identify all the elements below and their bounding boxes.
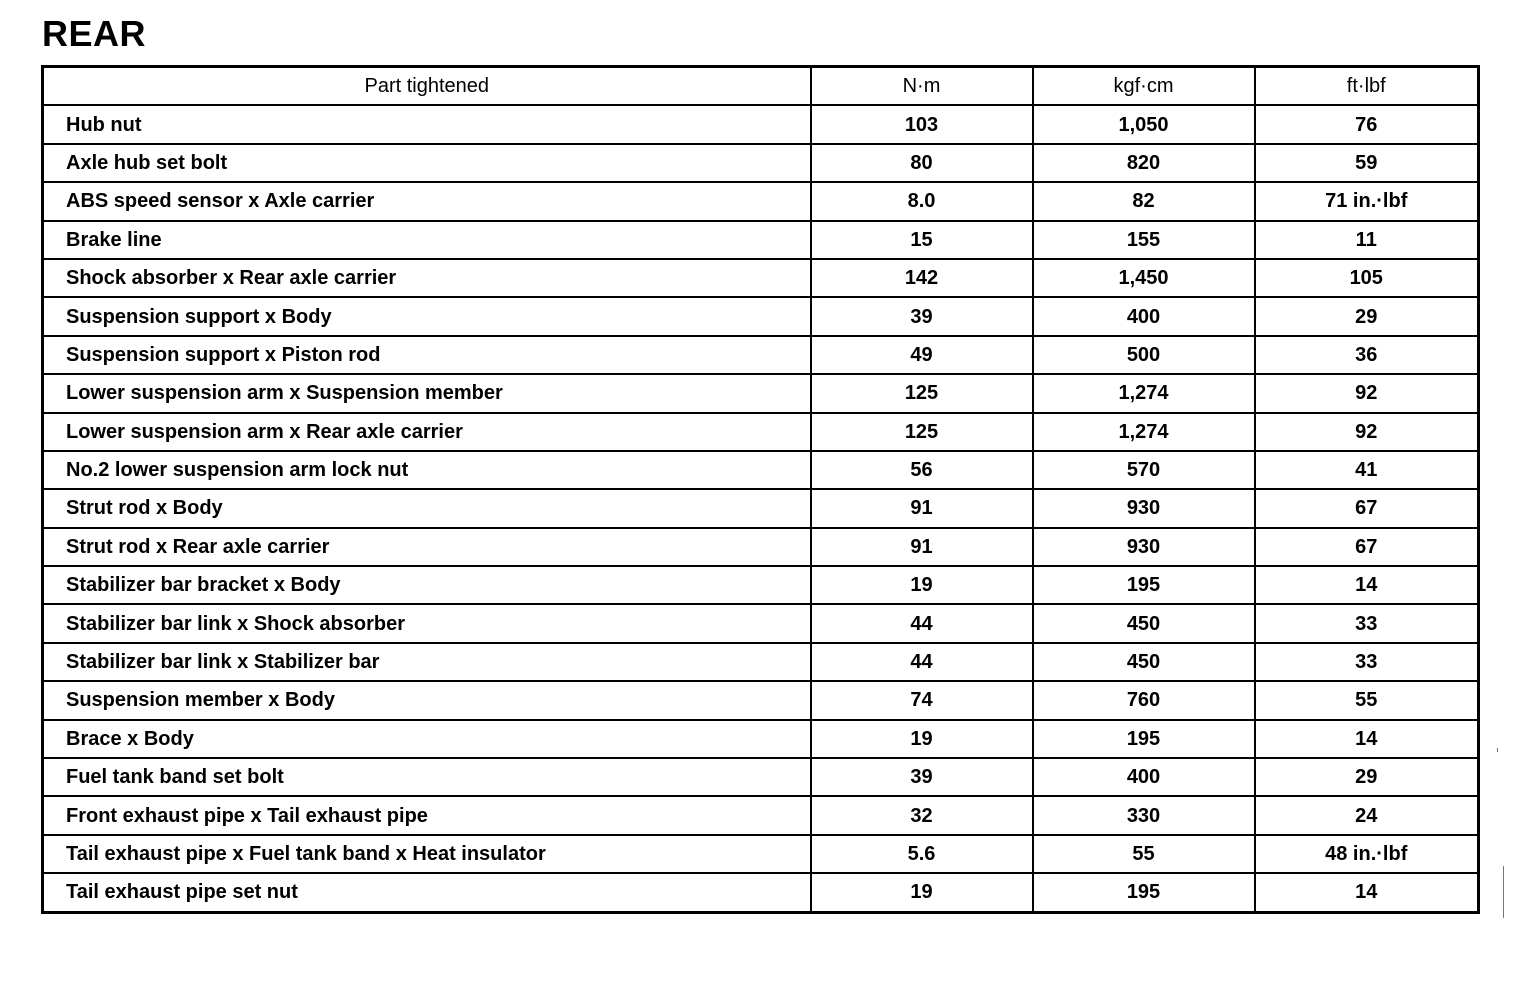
nm-cell: 142 (811, 259, 1033, 297)
ft-lbf-cell: 11 (1255, 221, 1479, 259)
ft-lbf-cell: 14 (1255, 720, 1479, 758)
kgf-cm-cell: 760 (1033, 681, 1255, 719)
kgf-cm-cell: 930 (1033, 528, 1255, 566)
header-nm: N·m (811, 67, 1033, 106)
table-row (43, 796, 1479, 834)
table-row (43, 297, 1479, 335)
kgf-cm-cell: 400 (1033, 758, 1255, 796)
part-cell: Front exhaust pipe x Tail exhaust pipe (43, 796, 811, 834)
kgf-cm-cell: 55 (1033, 835, 1255, 873)
table-row (43, 451, 1479, 489)
part-cell: Suspension support x Body (43, 297, 811, 335)
kgf-cm-cell: 330 (1033, 796, 1255, 834)
part-cell: Brake line (43, 221, 811, 259)
kgf-cm-cell: 1,450 (1033, 259, 1255, 297)
nm-cell: 125 (811, 413, 1033, 451)
ft-lbf-cell: 67 (1255, 489, 1479, 527)
table-row (43, 643, 1479, 681)
ft-lbf-cell: 29 (1255, 297, 1479, 335)
part-cell: Stabilizer bar link x Shock absorber (43, 604, 811, 642)
nm-cell: 125 (811, 374, 1033, 412)
kgf-cm-cell: 1,050 (1033, 105, 1255, 143)
ft-lbf-cell: 59 (1255, 144, 1479, 182)
kgf-cm-cell: 1,274 (1033, 413, 1255, 451)
nm-cell: 8.0 (811, 182, 1033, 220)
kgf-cm-cell: 195 (1033, 873, 1255, 912)
table-row (43, 259, 1479, 297)
part-cell: ABS speed sensor x Axle carrier (43, 182, 811, 220)
torque-spec-table (41, 65, 1480, 914)
part-cell: Hub nut (43, 105, 811, 143)
scan-edge-mark (1503, 866, 1504, 918)
nm-cell: 15 (811, 221, 1033, 259)
nm-cell: 103 (811, 105, 1033, 143)
kgf-cm-cell: 195 (1033, 566, 1255, 604)
table-row (43, 489, 1479, 527)
nm-cell: 56 (811, 451, 1033, 489)
nm-cell: 44 (811, 643, 1033, 681)
ft-lbf-cell: 105 (1255, 259, 1479, 297)
header-kgf-cm: kgf·cm (1033, 67, 1255, 106)
part-cell: No.2 lower suspension arm lock nut (43, 451, 811, 489)
kgf-cm-cell: 450 (1033, 604, 1255, 642)
ft-lbf-cell: 14 (1255, 873, 1479, 912)
nm-cell: 19 (811, 720, 1033, 758)
ft-lbf-cell: 41 (1255, 451, 1479, 489)
table-row (43, 758, 1479, 796)
table-row (43, 221, 1479, 259)
table-row (43, 720, 1479, 758)
kgf-cm-cell: 820 (1033, 144, 1255, 182)
ft-lbf-cell: 14 (1255, 566, 1479, 604)
part-cell: Tail exhaust pipe set nut (43, 873, 811, 912)
scan-edge-mark (1497, 748, 1498, 752)
nm-cell: 32 (811, 796, 1033, 834)
ft-lbf-cell: 36 (1255, 336, 1479, 374)
ft-lbf-cell: 76 (1255, 105, 1479, 143)
ft-lbf-cell: 48 in.·lbf (1255, 835, 1479, 873)
nm-cell: 74 (811, 681, 1033, 719)
nm-cell: 49 (811, 336, 1033, 374)
ft-lbf-cell: 55 (1255, 681, 1479, 719)
header-part-tightened: Part tightened (43, 67, 811, 106)
part-cell: Fuel tank band set bolt (43, 758, 811, 796)
part-cell: Lower suspension arm x Rear axle carrier (43, 413, 811, 451)
section-title: REAR (42, 13, 147, 54)
ft-lbf-cell: 67 (1255, 528, 1479, 566)
nm-cell: 19 (811, 566, 1033, 604)
table-header-row (43, 67, 1479, 106)
table-row (43, 681, 1479, 719)
ft-lbf-cell: 29 (1255, 758, 1479, 796)
table-row (43, 182, 1479, 220)
kgf-cm-cell: 930 (1033, 489, 1255, 527)
table-row (43, 566, 1479, 604)
part-cell: Brace x Body (43, 720, 811, 758)
nm-cell: 39 (811, 297, 1033, 335)
table-row (43, 144, 1479, 182)
part-cell: Suspension member x Body (43, 681, 811, 719)
header-ft-lbf: ft·lbf (1255, 67, 1479, 106)
nm-cell: 44 (811, 604, 1033, 642)
part-cell: Strut rod x Rear axle carrier (43, 528, 811, 566)
kgf-cm-cell: 450 (1033, 643, 1255, 681)
ft-lbf-cell: 92 (1255, 374, 1479, 412)
table-row (43, 873, 1479, 912)
kgf-cm-cell: 400 (1033, 297, 1255, 335)
part-cell: Tail exhaust pipe x Fuel tank band x Heat insulator (43, 835, 811, 873)
table-row (43, 528, 1479, 566)
table-row (43, 835, 1479, 873)
table-row (43, 604, 1479, 642)
ft-lbf-cell: 92 (1255, 413, 1479, 451)
part-cell: Axle hub set bolt (43, 144, 811, 182)
table-row (43, 413, 1479, 451)
part-cell: Shock absorber x Rear axle carrier (43, 259, 811, 297)
part-cell: Stabilizer bar bracket x Body (43, 566, 811, 604)
nm-cell: 19 (811, 873, 1033, 912)
nm-cell: 91 (811, 528, 1033, 566)
ft-lbf-cell: 33 (1255, 643, 1479, 681)
kgf-cm-cell: 500 (1033, 336, 1255, 374)
kgf-cm-cell: 82 (1033, 182, 1255, 220)
table-row (43, 374, 1479, 412)
ft-lbf-cell: 33 (1255, 604, 1479, 642)
nm-cell: 39 (811, 758, 1033, 796)
table-body (43, 105, 1479, 912)
part-cell: Stabilizer bar link x Stabilizer bar (43, 643, 811, 681)
part-cell: Lower suspension arm x Suspension member (43, 374, 811, 412)
table-row (43, 105, 1479, 143)
part-cell: Suspension support x Piston rod (43, 336, 811, 374)
ft-lbf-cell: 24 (1255, 796, 1479, 834)
part-cell: Strut rod x Body (43, 489, 811, 527)
nm-cell: 5.6 (811, 835, 1033, 873)
kgf-cm-cell: 195 (1033, 720, 1255, 758)
nm-cell: 91 (811, 489, 1033, 527)
nm-cell: 80 (811, 144, 1033, 182)
kgf-cm-cell: 155 (1033, 221, 1255, 259)
kgf-cm-cell: 570 (1033, 451, 1255, 489)
kgf-cm-cell: 1,274 (1033, 374, 1255, 412)
table-row (43, 336, 1479, 374)
ft-lbf-cell: 71 in.·lbf (1255, 182, 1479, 220)
